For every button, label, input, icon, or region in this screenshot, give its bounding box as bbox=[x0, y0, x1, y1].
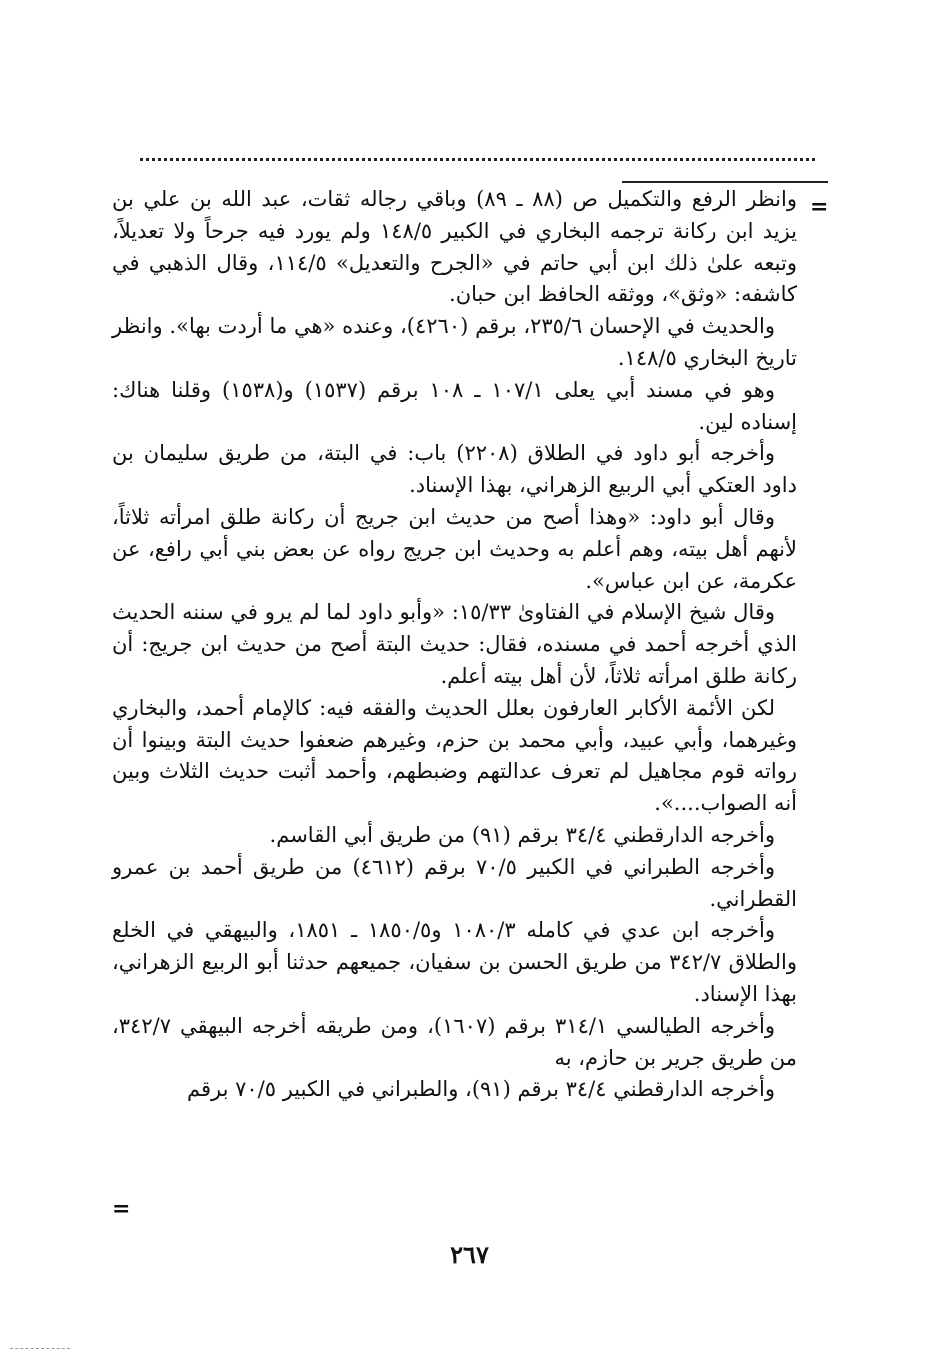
footnote-paragraph-6: وقال شيخ الإسلام في الفتاوىٰ ١٥/٣٣: «وأبو داود لما لم يرو في سننه الحديث الذي أخرجه أحمد في مسنده، فقال: حديث البتة أصح من حديث ابن جريج: أن ركانة طلق امرأته ثلاثاً، لأن أهل بيته أعلم. bbox=[112, 600, 797, 688]
footnote-paragraph-2: والحديث في الإحسان ٢٣٥/٦، برقم (٤٢٦٠)، وعنده «هي ما أردت بها». وانظر تاريخ البخاري ١٤٨/٥. bbox=[112, 314, 797, 370]
page-number: ٢٦٧ bbox=[450, 1240, 489, 1269]
footnote-paragraph-3: وهو في مسند أبي يعلى ١٠٧/١ ـ ١٠٨ برقم (١٥٣٧) و(١٥٣٨) وقلنا هناك: إسناده لين. bbox=[112, 377, 797, 434]
footnote-paragraph-7: لكن الأئمة الأكابر العارفون بعلل الحديث والفقه فيه: كالإمام أحمد، والبخاري وغيرهما، وأبي عبيد، وأبي محمد بن حزم، وغيرهم ضعفوا حديث البتة وبينوا أن رواته قوم مجاهيل لم تعرف عدالتهم وضبطهم، وأحمد أثبت حديث الثلاث وبين أنه الصواب....». bbox=[112, 695, 797, 816]
footnote-paragraph-1: وانظر الرفع والتكميل ص (٨٨ ـ ٨٩) وباقي رجاله ثقات، عبد الله بن علي بن يزيد ابن ركانة ترجمه البخاري في الكبير ١٤٨/٥ ولم يورد فيه جرحاً ولا تعديلاً، وتبعه علىٰ ذلك ابن أبي حاتم في «الجرح والتعديل» ١١٤/٥، وقال الذهبي في كاشفه: «وثق»، ووثقه الحافظ ابن حبان. bbox=[112, 187, 797, 307]
footnote-paragraph-4: وأخرجه أبو داود في الطلاق (٢٢٠٨) باب: في البتة، من طريق سليمان بن داود العتكي أبي الربيع الزهراني، بهذا الإسناد. bbox=[112, 441, 797, 498]
continuation-mark-start: = bbox=[810, 194, 829, 220]
footnote-paragraph-9: وأخرجه الطبراني في الكبير ٧٠/٥ برقم (٤٦١٢) من طريق أحمد بن عمرو القطراني. bbox=[112, 854, 797, 911]
footnote-paragraph-5: وقال أبو داود: «وهذا أصح من حديث ابن جريج أن ركانة طلق امرأته ثلاثاً، لأنهم أهل بيته، وهم أعلم به وحديث ابن جريج رواه عن بعض بني أبي رافع، عن عكرمة، عن ابن عباس». bbox=[112, 504, 797, 593]
footnote-paragraph-11: وأخرجه الطيالسي ٣١٤/١ برقم (١٦٠٧)، ومن طريقه أخرجه البيهقي ٣٤٢/٧، من طريق جرير بن حازم، به bbox=[112, 1013, 797, 1070]
continuation-mark-end: = bbox=[112, 1196, 131, 1222]
scan-corner-mark bbox=[10, 1348, 70, 1349]
footnote-paragraph-12: وأخرجه الدارقطني ٣٤/٤ برقم (٩١)، والطبراني في الكبير ٧٠/٥ برقم bbox=[186, 1077, 775, 1102]
footnote-paragraph-10: وأخرجه ابن عدي في كامله ١٠٨٠/٣ و١٨٥٠/٥ ـ ١٨٥١، والبيهقي في الخلع والطلاق ٣٤٢/٧ من طريق الحسن بن سفيان، جميعهم حدثنا أبو الربيع الزهراني، بهذا الإسناد. bbox=[112, 918, 797, 1006]
dotted-separator bbox=[140, 158, 815, 161]
footnote-paragraph-8: وأخرجه الدارقطني ٣٤/٤ برقم (٩١) من طريق أبي القاسم. bbox=[269, 822, 775, 847]
footnote-rule bbox=[622, 181, 828, 183]
footnote-body bbox=[112, 184, 797, 1106]
